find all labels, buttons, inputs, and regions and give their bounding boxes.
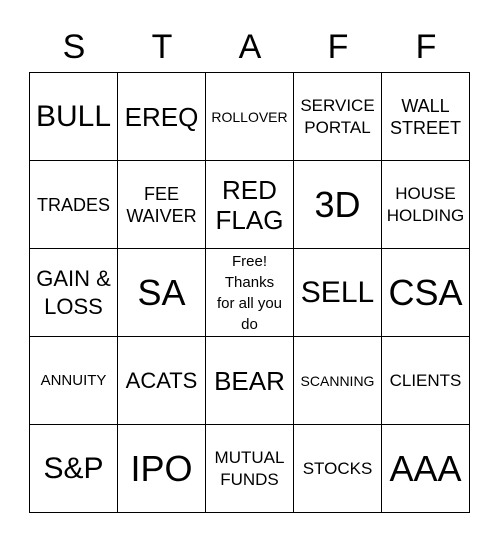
bingo-cell-r4c2[interactable]	[118, 337, 206, 425]
bingo-cell-r1c1[interactable]	[30, 73, 118, 161]
cell-label: FEE WAIVER	[126, 183, 197, 226]
header-letter-2: T	[151, 28, 173, 66]
cell-label: WALL STREET	[389, 95, 461, 138]
bingo-cell-r4c5[interactable]	[382, 337, 470, 425]
bingo-cell-r4c3[interactable]	[206, 337, 294, 425]
cell-label: CSA	[388, 271, 463, 313]
bingo-cell-r4c4[interactable]	[294, 337, 382, 425]
cell-label: SA	[137, 271, 186, 313]
bingo-cell-r5c5[interactable]	[382, 425, 470, 513]
bingo-cell-r2c4[interactable]	[294, 161, 382, 249]
cell-label: SELL	[300, 275, 375, 309]
bingo-cell-r1c5[interactable]	[382, 73, 470, 161]
bingo-cell-r2c2[interactable]	[118, 161, 206, 249]
cell-label: S&P	[43, 451, 104, 485]
bingo-cell-r1c4[interactable]	[294, 73, 382, 161]
bingo-cell-r3c5[interactable]	[382, 249, 470, 337]
header-letter-3: A	[238, 28, 262, 66]
bingo-cell-r5c4[interactable]	[294, 425, 382, 513]
cell-label: 3D	[314, 183, 361, 225]
cell-label: BULL	[35, 99, 112, 133]
header-letter-4: F	[327, 28, 349, 66]
bingo-cell-r1c3[interactable]	[206, 73, 294, 161]
cell-label: AAA	[389, 447, 462, 489]
cell-label: RED FLAG	[215, 174, 284, 235]
cell-label: HOUSE HOLDING	[386, 183, 465, 225]
cell-label: MUTUAL FUNDS	[214, 447, 285, 489]
free-space[interactable]	[206, 249, 294, 337]
cell-label: SCANNING	[300, 372, 375, 389]
cell-label: CLIENTS	[389, 370, 462, 390]
cell-label: ANNUITY	[40, 371, 107, 389]
cell-label: ACATS	[125, 367, 198, 393]
bingo-cell-r5c1[interactable]	[30, 425, 118, 513]
cell-label: BEAR	[214, 365, 285, 396]
bingo-cell-r4c1[interactable]	[30, 337, 118, 425]
bingo-cell-r2c3[interactable]	[206, 161, 294, 249]
header-letter-1: S	[62, 28, 86, 66]
bingo-cell-r3c1[interactable]	[30, 249, 118, 337]
bingo-cell-r1c2[interactable]	[118, 73, 206, 161]
bingo-cell-r2c1[interactable]	[30, 161, 118, 249]
cell-label: TRADES	[36, 194, 110, 215]
bingo-cell-r2c5[interactable]	[382, 161, 470, 249]
cell-label: IPO	[130, 447, 193, 489]
bingo-cell-r5c2[interactable]	[118, 425, 206, 513]
cell-label: SERVICE PORTAL	[300, 95, 375, 137]
cell-label: ROLLOVER	[211, 108, 288, 125]
cell-label: GAIN & LOSS	[36, 265, 111, 319]
bingo-cell-r3c2[interactable]	[118, 249, 206, 337]
bingo-cell-r3c4[interactable]	[294, 249, 382, 337]
cell-label: EREQ	[124, 101, 199, 132]
bingo-header	[30, 22, 470, 72]
bingo-cell-r5c3[interactable]	[206, 425, 294, 513]
free-space-label: Free! Thanks for all you do	[216, 252, 283, 333]
bingo-card-grid	[29, 72, 470, 513]
cell-label: STOCKS	[302, 458, 373, 478]
header-letter-5: F	[415, 28, 437, 66]
